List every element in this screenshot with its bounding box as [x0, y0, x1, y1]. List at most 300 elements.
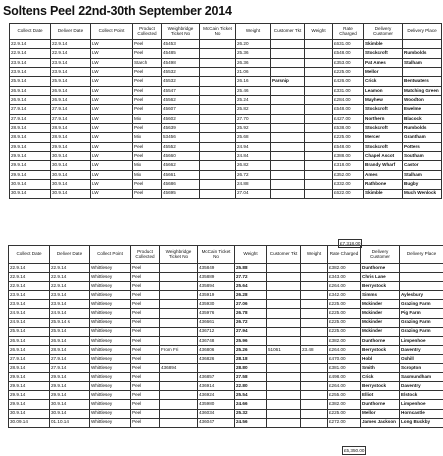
table-row — [9, 418, 443, 427]
column-header: Delivery Customer — [361, 246, 400, 264]
table-cell: Peel — [131, 318, 160, 327]
table-row — [9, 264, 443, 273]
table-cell: 26.9.14 — [10, 86, 51, 95]
table-cell — [267, 364, 301, 373]
table-cell: £225.00 — [328, 309, 361, 318]
table-cell — [160, 327, 198, 336]
table-cell: 22.9.14 — [50, 264, 90, 273]
table-cell — [301, 354, 328, 363]
table-cell — [301, 309, 328, 318]
table-cell — [160, 336, 198, 345]
table-cell: 30.9.14 — [50, 400, 90, 409]
table-cell: £318.00 — [333, 161, 364, 170]
table-row — [10, 152, 442, 161]
table-row — [10, 105, 442, 114]
page-title: Soltens Peel 22nd-30th September 2014 — [3, 4, 232, 18]
table-cell: Peel — [131, 282, 160, 291]
table-cell — [200, 68, 236, 77]
table-cell: Whittlesey — [90, 354, 131, 363]
table-cell — [305, 152, 333, 161]
table-cell: Peel — [131, 364, 160, 373]
table-cell: 436047 — [198, 418, 235, 427]
table-cell — [305, 49, 333, 58]
table-cell — [267, 282, 301, 291]
table-cell: 436661 — [198, 318, 235, 327]
table-cell: 29.9.14 — [50, 391, 90, 400]
column-header: Weight — [301, 246, 328, 264]
table-cell — [271, 133, 305, 142]
table-cell: Peel — [131, 354, 160, 363]
table-row — [10, 86, 442, 95]
table-cell — [271, 86, 305, 95]
table-cell: £622.00 — [333, 189, 364, 198]
table-cell: Whittlesey — [90, 336, 131, 345]
table-cell: 27.9.14 — [50, 354, 90, 363]
table-cell: £382.00 — [328, 336, 361, 345]
table-cell — [271, 161, 305, 170]
table-cell: 23.9.14 — [51, 68, 91, 77]
table-cell: 28.9.14 — [10, 133, 51, 142]
table-cell: Bugby — [403, 180, 442, 189]
table-cell: 26.72 — [235, 318, 267, 327]
table-cell: 27.58 — [235, 373, 267, 382]
table-cell: Aylesbury — [400, 291, 443, 300]
table-row — [9, 300, 443, 309]
table-cell: 25.96 — [235, 336, 267, 345]
table-cell: Parsnip — [271, 77, 305, 86]
table-cell: Mayhew — [364, 96, 403, 105]
table-cell — [200, 170, 236, 179]
table-cell — [305, 180, 333, 189]
table-cell: 45453 — [162, 40, 200, 49]
table-row — [9, 282, 443, 291]
table-cell: Peel — [133, 49, 162, 58]
table-cell: 45686 — [162, 180, 200, 189]
table-cell — [200, 133, 236, 142]
table-cell: 23.9.14 — [51, 58, 91, 67]
table-cell: £225.00 — [333, 68, 364, 77]
total-lw: £7,318.00 — [340, 241, 361, 246]
table-cell: £225.00 — [328, 327, 361, 336]
table-cell: Elliot — [361, 391, 400, 400]
table-cell: £427.00 — [333, 114, 364, 123]
table-cell: Mix — [133, 114, 162, 123]
table-cell: Northern — [364, 114, 403, 123]
table-cell: 22.9.14 — [9, 282, 50, 291]
table-cell — [200, 180, 236, 189]
column-header: Product Collected — [133, 24, 162, 40]
table-cell: LW — [91, 58, 133, 67]
table-cell — [301, 336, 328, 345]
table-cell: Whittlesey — [90, 382, 131, 391]
table-row — [10, 170, 442, 179]
table-cell: 28.9.14 — [9, 364, 50, 373]
table-cell: 26.9.14 — [51, 96, 91, 105]
column-header: Weight — [236, 24, 271, 40]
table-cell: Peel — [133, 180, 162, 189]
table-row — [9, 273, 443, 282]
table-cell — [271, 142, 305, 151]
table-header-row — [9, 246, 443, 264]
table-cell: Starch — [133, 58, 162, 67]
column-header: Weight — [305, 24, 333, 40]
table-cell: 24.66 — [235, 400, 267, 409]
table-cell — [271, 105, 305, 114]
table-cell — [305, 124, 333, 133]
table-cell: Peel — [133, 189, 162, 198]
table-cell: Elstock — [400, 391, 443, 400]
table-row — [9, 309, 443, 318]
table-cell: 435980 — [198, 400, 235, 409]
table-cell: 29.9.14 — [10, 152, 51, 161]
table-cell: Blacock — [403, 114, 442, 123]
table-cell: Peel — [131, 327, 160, 336]
table-cell: LW — [91, 77, 133, 86]
table-cell: 30.09.14 — [9, 418, 50, 427]
table-cell: £352.00 — [333, 170, 364, 179]
table-cell: Peel — [131, 264, 160, 273]
column-header: Weighbridge Ticket No — [162, 24, 200, 40]
table-cell: 45532 — [162, 77, 200, 86]
table-cell — [200, 86, 236, 95]
column-header: Delivery Place — [403, 24, 442, 40]
table-cell: Mercer — [364, 133, 403, 142]
table-cell: 30.9.14 — [51, 180, 91, 189]
table-cell: Potters — [403, 142, 442, 151]
table-cell — [160, 318, 198, 327]
table-cell: £225.00 — [328, 318, 361, 327]
table-row — [10, 142, 442, 151]
table-cell: 24.94 — [236, 142, 271, 151]
table-cell — [267, 336, 301, 345]
table-cell: 435889 — [198, 273, 235, 282]
table-cell: 29.9.14 — [10, 142, 51, 151]
table-cell: Stalham — [403, 58, 442, 67]
table-cell: Bentwaters — [403, 77, 442, 86]
table-cell: £548.00 — [333, 142, 364, 151]
table-cell: Stockcroft — [364, 142, 403, 151]
table-cell: 26.9.14 — [50, 336, 90, 345]
table-cell: 45661 — [162, 170, 200, 179]
table-cell: Grazing Farm — [400, 327, 443, 336]
table-cell: Hobl — [361, 354, 400, 363]
table-cell: 29.9.14 — [50, 373, 90, 382]
table-cell: £225.00 — [333, 133, 364, 142]
table-cell: LW — [91, 124, 133, 133]
table-cell: Stockcroft — [364, 124, 403, 133]
table-cell — [271, 152, 305, 161]
table-cell: £342.00 — [328, 291, 361, 300]
table-cell — [271, 124, 305, 133]
table-cell: 30.9.14 — [50, 409, 90, 418]
column-header: McCain Ticket No — [198, 246, 235, 264]
table-cell: 45607 — [162, 105, 200, 114]
table-cell: Mellor — [361, 409, 400, 418]
table-cell: Pat Ames — [364, 58, 403, 67]
table-cell: £498.00 — [328, 373, 361, 382]
column-header: Collect Date — [9, 246, 50, 264]
table-cell: 26.9.14 — [10, 96, 51, 105]
table-row — [10, 77, 442, 86]
table-header-row — [10, 24, 442, 40]
table-cell: 45695 — [162, 189, 200, 198]
table-cell: Berrystock — [361, 345, 400, 354]
table-cell: £388.00 — [333, 152, 364, 161]
table-cell: 27.9.14 — [10, 114, 51, 123]
table-cell: Whittlesey — [90, 273, 131, 282]
table-cell — [200, 77, 236, 86]
table-cell: Stockcroft — [364, 105, 403, 114]
table-cell — [200, 142, 236, 151]
table-cell — [271, 68, 305, 77]
table-cell — [267, 327, 301, 336]
table-cell — [301, 382, 328, 391]
table-cell — [301, 391, 328, 400]
table-cell: 25.32 — [235, 409, 267, 418]
table-cell: Rathbone — [364, 180, 403, 189]
table-cell — [271, 58, 305, 67]
table-cell: 435930 — [198, 300, 235, 309]
table-cell: £225.00 — [328, 300, 361, 309]
table-cell: Grazing Farm — [400, 318, 443, 327]
table-cell: Simms — [361, 291, 400, 300]
table-row — [9, 409, 443, 418]
table-lw-collections — [9, 23, 442, 199]
table-cell — [271, 170, 305, 179]
table-cell: 26.72 — [236, 170, 271, 179]
table-cell — [160, 354, 198, 363]
table-cell: 23.9.14 — [50, 300, 90, 309]
column-header: McCain Ticket No — [200, 24, 236, 40]
table-cell: £548.00 — [333, 105, 364, 114]
table-cell — [301, 282, 328, 291]
table-cell: LW — [91, 114, 133, 123]
table-cell: Leamon — [364, 86, 403, 95]
table-cell: £264.00 — [328, 382, 361, 391]
table-cell: 29.9.14 — [9, 382, 50, 391]
table-row — [9, 354, 443, 363]
table-cell: Scropton — [400, 364, 443, 373]
table-cell: 436826 — [198, 354, 235, 363]
table-cell: Peel — [131, 418, 160, 427]
table-cell — [160, 391, 198, 400]
table-cell: Skimble — [364, 189, 403, 198]
table-cell: 22.9.14 — [50, 282, 90, 291]
table-cell — [267, 273, 301, 282]
table-cell: LW — [91, 142, 133, 151]
table-cell: Dunthorne — [361, 400, 400, 409]
table-cell: £382.00 — [328, 264, 361, 273]
table-cell — [305, 77, 333, 86]
table-cell — [267, 300, 301, 309]
table-row — [9, 336, 443, 345]
table-row — [9, 364, 443, 373]
table-cell: Peel — [133, 40, 162, 49]
table-cell: 23.48 — [301, 345, 328, 354]
table-cell: 26.78 — [235, 309, 267, 318]
table-row — [10, 161, 442, 170]
table-cell: Peel — [131, 309, 160, 318]
table-cell: £255.00 — [328, 391, 361, 400]
table-cell: Limpenhoe — [400, 400, 443, 409]
table-cell: 25.9.14 — [51, 77, 91, 86]
table-cell: 25.9.14 — [10, 77, 51, 86]
table-cell: 25.9.14 — [9, 327, 50, 336]
table-cell: £548.00 — [333, 49, 364, 58]
table-cell: 25.92 — [236, 124, 271, 133]
table-cell — [267, 418, 301, 427]
table-cell: £343.00 — [328, 273, 361, 282]
table-cell: Peel — [133, 68, 162, 77]
table-cell — [301, 300, 328, 309]
table-cell — [271, 114, 305, 123]
table-cell: Mix — [133, 170, 162, 179]
table-row — [9, 291, 443, 300]
table-row — [9, 391, 443, 400]
table-cell: 27.94 — [235, 327, 267, 336]
table-cell: 436034 — [198, 409, 235, 418]
table-cell: Stalham — [403, 170, 442, 179]
table-cell: 435849 — [198, 264, 235, 273]
table-cell: 26.9.14 — [9, 345, 50, 354]
table-cell: 30.9.14 — [51, 170, 91, 179]
table-cell: 27.72 — [235, 273, 267, 282]
table-cell — [267, 309, 301, 318]
table-row — [10, 133, 442, 142]
table-cell — [305, 105, 333, 114]
table-row — [10, 49, 442, 58]
table-cell — [301, 273, 328, 282]
table-cell: 23.9.14 — [10, 58, 51, 67]
table-cell: Daventry — [400, 382, 443, 391]
table-cell: LW — [91, 180, 133, 189]
table-cell: Limpenhoe — [400, 336, 443, 345]
table-row — [10, 189, 442, 198]
table-cell: 25.9.14 — [50, 327, 90, 336]
table-cell — [305, 189, 333, 198]
table-cell — [200, 40, 236, 49]
table-cell: Chris Lane — [361, 273, 400, 282]
table-cell: Smith — [361, 364, 400, 373]
table-cell: 29.9.14 — [50, 382, 90, 391]
table-cell: 436857 — [198, 373, 235, 382]
table-cell: 22.9.14 — [10, 49, 51, 58]
table-cell: 30.9.14 — [10, 180, 51, 189]
table-cell: Whittlesey — [90, 409, 131, 418]
table-cell: £631.00 — [333, 40, 364, 49]
table-cell: Ewelme — [403, 105, 442, 114]
table-cell: 22.80 — [235, 382, 267, 391]
table-row — [9, 345, 443, 354]
table-cell: 29.9.14 — [10, 170, 51, 179]
table-cell: 45662 — [162, 161, 200, 170]
table-cell: Whittlesey — [90, 300, 131, 309]
table-cell — [200, 58, 236, 67]
table-cell — [200, 124, 236, 133]
table-cell: 21.06 — [236, 68, 271, 77]
table-cell — [267, 318, 301, 327]
table-cell: 22.9.14 — [51, 49, 91, 58]
table-cell: Whittlesey — [90, 291, 131, 300]
table-cell: Southam — [403, 152, 442, 161]
table-cell: Berrystock — [361, 282, 400, 291]
table-cell: £426.00 — [333, 77, 364, 86]
table-cell: 30.9.14 — [10, 189, 51, 198]
table-cell: Matching Green — [403, 86, 442, 95]
table-cell: £264.00 — [328, 345, 361, 354]
table-cell: Long Buckby — [400, 418, 443, 427]
table-cell: 29.9.14 — [9, 391, 50, 400]
table-cell: 27.06 — [235, 300, 267, 309]
table-cell: Woodton — [403, 96, 442, 105]
table-cell: 27.9.14 — [9, 354, 50, 363]
table-cell: £264.00 — [328, 282, 361, 291]
table-cell: 30.9.14 — [9, 409, 50, 418]
table-cell: £272.00 — [328, 418, 361, 427]
column-header: Customer Tkt — [271, 24, 305, 40]
table-cell — [200, 114, 236, 123]
table-cell: 24.88 — [236, 180, 271, 189]
table-cell: Mix — [133, 161, 162, 170]
table-cell: 45562 — [162, 96, 200, 105]
table-row — [9, 327, 443, 336]
table-cell — [160, 373, 198, 382]
table-cell — [305, 133, 333, 142]
table-cell: Stockcroft — [364, 49, 403, 58]
table-cell: 26.28 — [235, 291, 267, 300]
table-cell: LW — [91, 133, 133, 142]
table-cell: 29.9.14 — [9, 400, 50, 409]
table-cell: 436894 — [160, 364, 198, 373]
table-cell — [160, 309, 198, 318]
table-cell: 25.24 — [236, 96, 271, 105]
table-cell: Brandy Wharf — [364, 161, 403, 170]
table-cell — [301, 418, 328, 427]
table-cell: 27.04 — [236, 189, 271, 198]
table-cell — [403, 40, 442, 49]
table-cell — [200, 161, 236, 170]
table-cell: Mckinder — [361, 318, 400, 327]
table-cell — [160, 282, 198, 291]
table-cell — [267, 400, 301, 409]
table-cell: Peel — [133, 124, 162, 133]
table-cell: Whittlesey — [90, 364, 131, 373]
table-cell: 22.9.14 — [51, 40, 91, 49]
table-cell: Whittlesey — [90, 264, 131, 273]
table-cell — [267, 264, 301, 273]
table-cell — [301, 291, 328, 300]
table-cell: 45552 — [162, 142, 200, 151]
table-cell: LW — [91, 96, 133, 105]
table-cell: Peel — [131, 373, 160, 382]
table-cell: Whittlesey — [90, 391, 131, 400]
table-cell: £353.00 — [333, 58, 364, 67]
column-header: Weighbridge Ticket No — [160, 246, 198, 264]
table-cell: Ames — [364, 170, 403, 179]
table-cell — [200, 105, 236, 114]
table-cell: 27.9.14 — [51, 105, 91, 114]
table-cell — [271, 96, 305, 105]
table-cell — [160, 382, 198, 391]
table-cell: Peel — [131, 382, 160, 391]
table-cell: 436748 — [198, 336, 235, 345]
table-cell — [267, 354, 301, 363]
table-cell: 29.9.14 — [51, 142, 91, 151]
table-cell: 51061 — [267, 345, 301, 354]
table-cell: 23.9.14 — [10, 68, 51, 77]
table-cell: 436712 — [198, 327, 235, 336]
table-cell: Saxmundham — [400, 373, 443, 382]
